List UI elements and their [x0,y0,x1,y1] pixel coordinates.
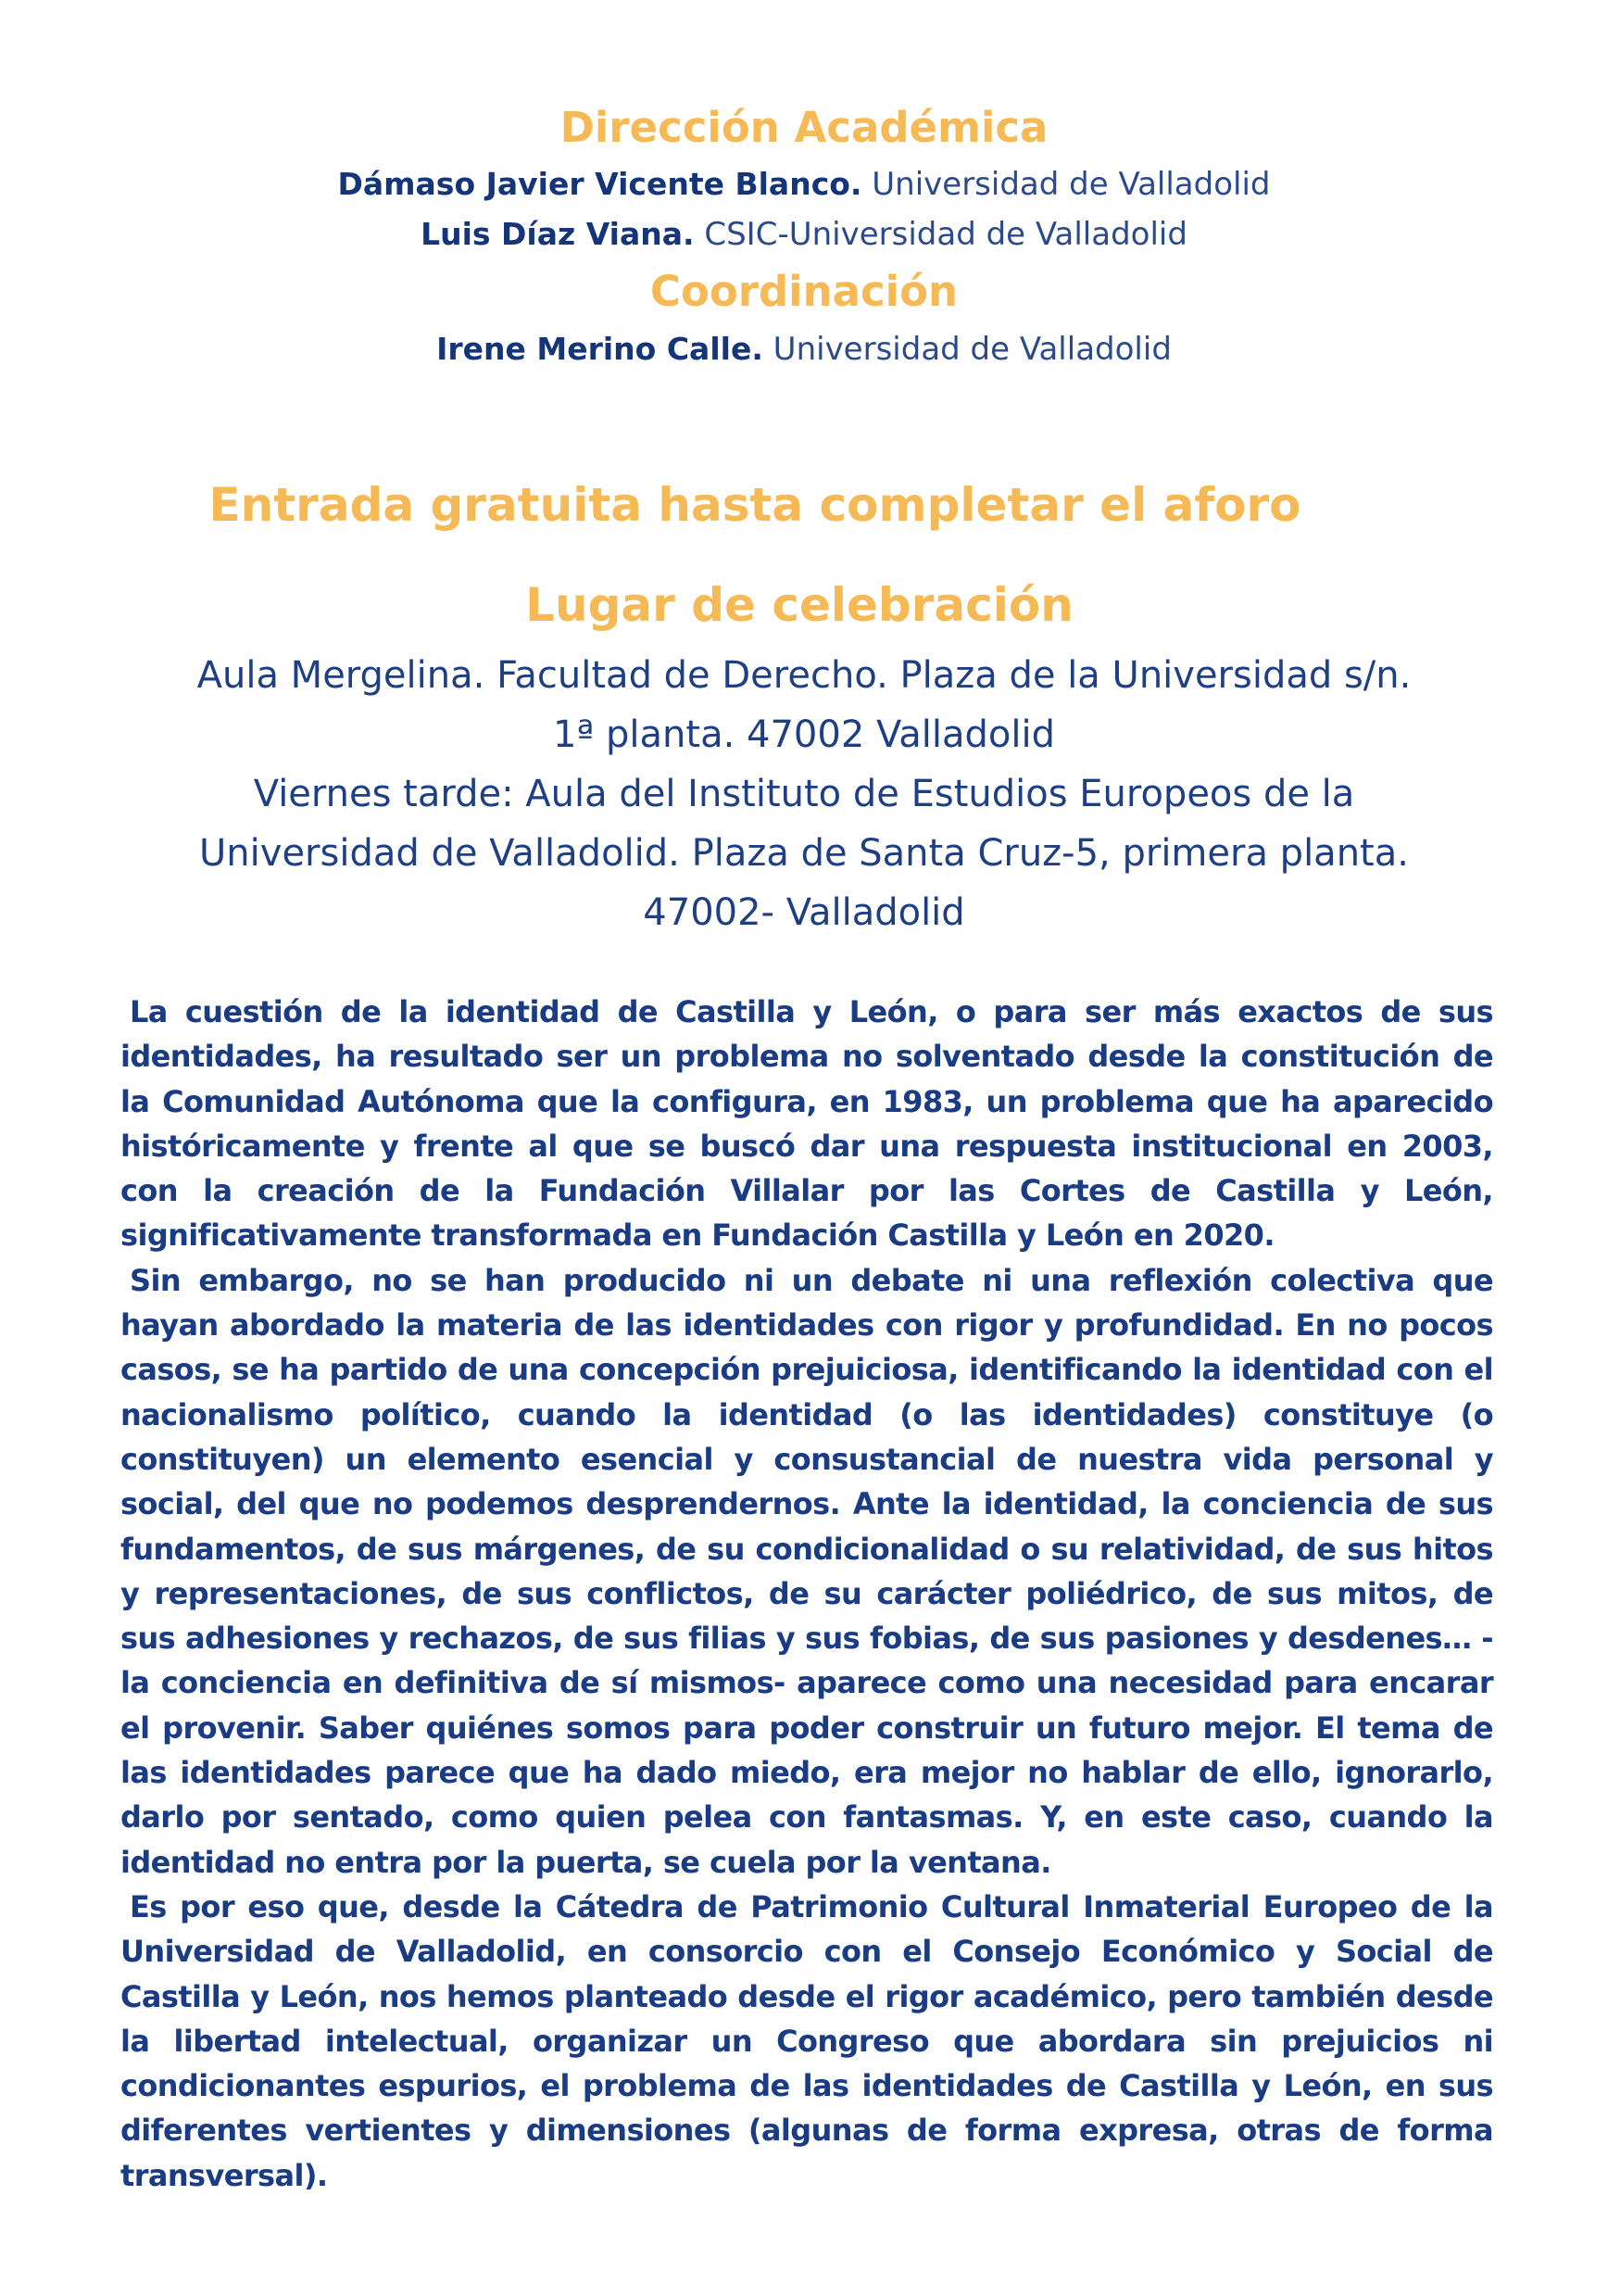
director-2-affiliation: CSIC-Universidad de Valladolid [694,216,1187,253]
venue-line-5: 47002- Valladolid [643,891,965,934]
academic-direction-heading: Dirección Académica [559,103,1049,152]
venue-line-4: Universidad de Valladolid. Plaza de Santa Cruz-5, primera planta. [199,832,1409,875]
coordinator-name: Irene Merino Calle. [436,331,763,367]
paragraph-3: Es por eso que, desde la Cátedra de Patrimonio Cultural Inmaterial Europeo de la Universidad de Valladolid, en consorcio con el Consejo Económico y Social de Castilla y León, nos hemos planteado desde el rigor académico, pero también desde la libertad intelectual, organizar un Congreso que abordara sin prejuicios ni condicionantes espurios, el problema de las identidades de Castilla y León, en sus diferentes vertientes y dimensiones (algunas de forma expresa, otras de forma transversal). [120,1888,1493,2193]
director-1-affiliation: Universidad de Valladolid [861,166,1271,203]
coordinator-affiliation: Universidad de Valladolid [762,331,1172,368]
coordinator [0,324,1608,374]
director-2 [0,209,1608,259]
director-2-name: Luis Díaz Viana. [421,216,695,252]
venue-line-1: Aula Mergelina. Facultad de Derecho. Plaza de la Universidad s/n. [196,654,1412,697]
director-1 [0,159,1608,209]
venue-line-3: Viernes tarde: Aula del Instituto de Estudios Europeos de la [253,773,1355,815]
venue-line-2: 1ª planta. 47002 Valladolid [553,713,1055,756]
paragraph-2: Sin embargo, no se han producido ni un debate ni una reflexión colectiva que hayan abordado la materia de las identidades con rigor y profundidad. En no pocos casos, se ha partido de una concepción prejuiciosa, identificando la identidad con el nacionalismo político, cuando la identidad (o las identidades) constituye (o constituyen) un elemento esencial y consustancial de nuestra vida personal y social, del que no podemos desprendernos. Ante la identidad, la conciencia de sus fundamentos, de sus márgenes, de su condicionalidad o su relatividad, de sus hitos y representaciones, de sus conflictos, de su carácter poliédrico, de sus mitos, de sus adhesiones y rechazos, de sus filias y sus fobias, de sus pasiones y desdenes… -la conciencia en definitiva de sí mismos- aparece como una necesidad para encarar el provenir. Saber quiénes somos para poder construir un futuro mejor. El tema de las identidades parece que ha dado miedo, era mejor no hablar de ello, ignorarlo, darlo por sentado, como quien pelea con fantasmas. Y, en este caso, cuando la identidad no entra por la puerta, se cuela por la ventana. [120,1262,1493,1880]
director-1-name: Dámaso Javier Vicente Blanco. [337,166,862,202]
body-text [120,990,1493,2198]
free-entry-heading: Entrada gratuita hasta completar el aforo [208,478,1301,532]
coordination-heading: Coordinación [649,267,959,316]
venue-heading: Lugar de celebración [525,578,1074,632]
paragraph-1: La cuestión de la identidad de Castilla y León, o para ser más exactos de sus identidades, ha resultado ser un problema no solventado desde la constitución de la Comunidad Autónoma que la configura, en 1983, un problema que ha aparecido históricamente y frente al que se buscó dar una respuesta institucional en 2003, con la creación de la Fundación Villalar por las Cortes de Castilla y León, significativamente transformada en Fundación Castilla y León en 2020. [120,994,1493,1254]
